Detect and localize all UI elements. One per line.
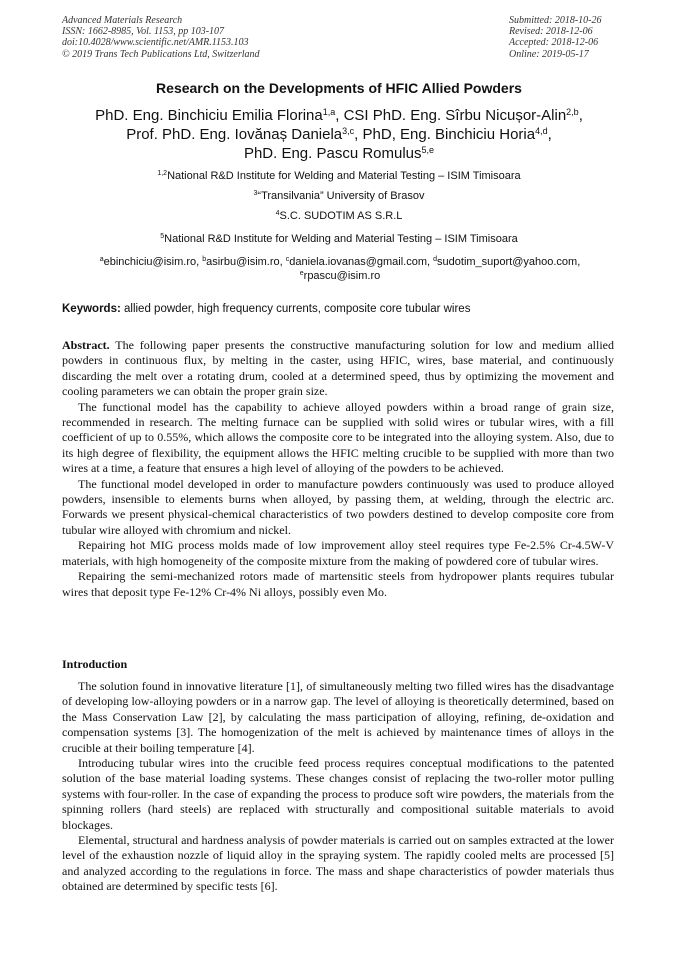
date-submitted: Submitted: 2018-10-26 <box>509 15 602 26</box>
affiliation-superscript: 3 <box>253 190 258 197</box>
email-superscript: e <box>299 269 304 277</box>
author-superscript: 1,a <box>322 107 336 117</box>
journal-header <box>62 15 260 60</box>
affiliation-text: S.C. SUDOTIM AS S.R.L <box>279 210 403 222</box>
email-link[interactable]: sudotim_suport@yahoo.com, <box>437 256 581 268</box>
author-superscript: 3,c <box>342 126 355 136</box>
abstract-label: Abstract. <box>62 338 110 352</box>
affiliation-superscript: 5 <box>160 233 165 240</box>
email-link[interactable]: ebinchiciu@isim.ro, <box>103 256 200 268</box>
journal-copyright: © 2019 Trans Tech Publications Ltd, Switzerland <box>62 48 260 60</box>
section-heading: Introduction <box>62 657 128 671</box>
author-superscript: 5,e <box>421 145 435 155</box>
affiliation <box>40 170 638 183</box>
affiliation-superscript: 4 <box>275 210 280 217</box>
email-link[interactable]: rpascu@isim.ro <box>303 269 381 282</box>
affiliation <box>40 190 638 203</box>
abstract-paragraph: Repairing the semi-mechanized rotors made of martensitic steels from hydropower plants requires tubular wires that deposit type Fe-12% Cr-4% Ni alloys, possibly even Mo. <box>62 569 614 599</box>
abstract-section <box>62 338 614 600</box>
keywords-line <box>62 303 618 315</box>
journal-doi: doi:10.4028/www.scientific.net/AMR.1153.103 <box>62 37 249 49</box>
author-emails <box>62 256 618 283</box>
email-superscript: b <box>202 256 207 263</box>
keywords-label: Keywords: <box>62 303 121 315</box>
email-superscript: d <box>433 256 438 263</box>
abstract-paragraph: The functional model has the capability to achieve alloyed powders within a broad range of grain size, recommended in research. The melting furnace can be supplied with solid wires or tubular wires, with a fill coefficient of up to 0.55%, which allows the composite core to be integrated into the alloying system. Also, due to its high degree of flexibility, the equipment allows the HFIC melting crucible to be supplied with more than two wires at a time, a feature that ensures a high level of alloying of the powders to be achieved. <box>62 399 614 476</box>
abstract-paragraph: Repairing hot MIG process molds made of low improvement alloy steel requires type Fe-2.5% Cr-4.5W-V materials, with high homogeneity of the composite mixture from the making of powdered core of tubular wires. <box>62 538 614 568</box>
date-accepted: Accepted: 2018-12-06 <box>509 37 599 49</box>
email-superscript: c <box>285 256 290 263</box>
affiliation <box>40 233 638 246</box>
abstract-text: The following paper presents the constructive manufacturing solution for low and medium allied powders in continuous flux, by melting in the caster, using HFIC, wires, base material, and continuously discarding the melt over a rotating drum, cooled at a determined speed, thus by optimizing the movement and cooling parameters we can obtain the proper grain size. <box>62 338 614 399</box>
affiliation-superscript: 1,2 <box>157 170 168 177</box>
author-name: PhD. Eng. Binchiciu Emilia Florina <box>95 107 323 124</box>
email-link[interactable]: daniela.iovanas@gmail.com, <box>289 256 431 268</box>
journal-issn: ISSN: 1662-8985, Vol. 1153, pp 103-107 <box>62 26 225 38</box>
introduction-section <box>62 679 614 895</box>
author-name: PhD. Eng. Pascu Romulus <box>243 145 422 162</box>
journal-name: Advanced Materials Research <box>62 15 183 26</box>
author-list: PhD. Eng. Binchiciu Emilia Florina$^{1,a}$, CSI PhD. Eng. Sîrbu Nicușor-Alin$^{2,b}$, Prof. PhD. Eng. Iovănaș Daniela$^{3,c}$, PhD, Eng. Binchiciu Horia$^{4,d}$, PhD. Eng. Pascu Romulus$^{5,e}$ <box>95 107 583 162</box>
abstract-paragraph <box>62 338 614 400</box>
email-link[interactable]: asirbu@isim.ro, <box>206 256 283 268</box>
author-name: Prof. PhD. Eng. Iovănaș Daniela <box>126 126 343 143</box>
abstract-paragraph: The functional model developed in order to manufacture powders continuously was used to produce alloyed powders, insensible to elements burns when alloyed, by passing them, at welding, through the electric arc. Forwards we present physical-chemical characteristics of two powders destined to develop composite core from tubular wire alloyed with chromium and nickel. <box>62 476 614 537</box>
author-name: PhD, Eng. Binchiciu Horia <box>362 126 536 143</box>
affiliation-text: National R&D Institute for Welding and Material Testing – ISIM Timisoara <box>164 233 518 245</box>
author-superscript: 2,b <box>566 107 579 117</box>
affiliation-text: “Transilvania” University of Brasov <box>257 190 425 202</box>
introduction-paragraph: The solution found in innovative literature [1], of simultaneously melting two filled wires has the disadvantage of developing low-alloying powders or in a narrow gap. The level of alloying is theoretically determined, based on the Mass Conservation Law [2], by calculating the mass participation of alloying, refining, de-oxidation and compensation systems [3]. The homogenization of the melt is achieved by maintenance times of alloys in the crucible at their boiling temperature [4]. <box>62 679 614 755</box>
date-online: Online: 2019-05-17 <box>509 48 589 60</box>
dates-header <box>509 15 617 60</box>
author-superscript: 4,d <box>535 126 548 136</box>
introduction-paragraph: Introducing tubular wires into the crucible feed process requires conceptual modifications to the patented solution of the base material loading systems. These changes consist of replacing the two-roller motor pulling systems with four-roller. In the case of expanding the process to produce soft wire powders, the materials from the spinning rollers (hard steels) are replaced with structurally and compositional suitable materials to avoid blockages. <box>62 756 614 832</box>
introduction-paragraph: Elemental, structural and hardness analysis of powder materials is carried out on samples extracted at the lower level of the exhaustion nozzle of liquid alloy in the spraying system. The rapidly cooled melts are processed [5] and analyzed according to the regulations in force. The mass and shape characteristics of powder materials thus obtained are determined by specific tests [6]. <box>62 833 614 894</box>
keywords-text: allied powder, high frequency currents, composite core tubular wires <box>124 303 471 315</box>
email-superscript: a <box>99 256 104 263</box>
affiliation <box>40 210 638 223</box>
affiliation-text: National R&D Institute for Welding and Material Testing – ISIM Timisoara <box>167 170 521 182</box>
author-name: CSI PhD. Eng. Sîrbu Nicușor-Alin <box>343 107 567 124</box>
date-revised: Revised: 2018-12-06 <box>509 26 593 38</box>
paper-title: Research on the Developments of HFIC Allied Powders <box>156 80 522 96</box>
